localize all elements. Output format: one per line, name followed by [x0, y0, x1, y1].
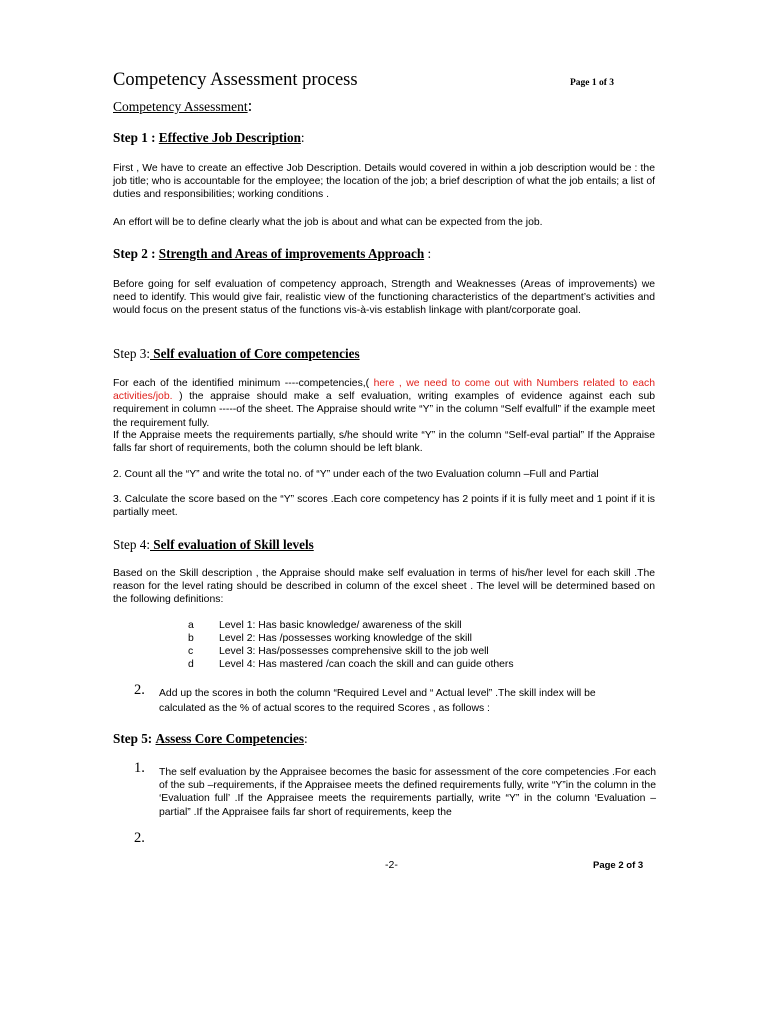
- step4-paragraph: Based on the Skill description , the Appraise should make self evaluation in terms of his/her level for each skill .The reason for the level rating should be described in column of the excel sheet . The level will be determined based on the following definitions:: [113, 568, 655, 606]
- step4-title: Self evaluation of Skill levels: [150, 537, 314, 552]
- step1-label: Step 1 :: [113, 130, 156, 145]
- step4-heading: [113, 537, 314, 553]
- step2-suffix: :: [424, 246, 432, 261]
- step5-heading: [113, 731, 308, 747]
- step3-paragraph-3: 2. Count all the “Y” and write the total no. of “Y” under each of the two Evaluation column –Full and Partial: [113, 469, 599, 480]
- step5-item1-text: The self evaluation by the Appraisee becomes the basic for assessment of the core competencies .For each of the sub –requirements, if the Appraisee meets the defined requirements fully, write “Y”in the column in the ‘Evaluation full’ .If the Appraisee meets the requirements partially, write “Y” in the column ‘Evaluation –partial” .If the Appraisee fails far short of requirements, keep the: [159, 767, 656, 818]
- step3-paragraph-4: 3. Calculate the score based on the “Y” scores .Each core competency has 2 points if it is fully meet and 1 point if it is partially meet.: [113, 494, 655, 519]
- document-title: Competency Assessment process: [113, 70, 358, 90]
- subtitle-text: Competency Assessment: [113, 99, 248, 114]
- step1-paragraph-2: An effort will be to define clearly what the job is about and what can be expected from the job.: [113, 217, 543, 228]
- step4-item2-number: 2.: [134, 682, 145, 698]
- step2-title: Strength and Areas of improvements Approach: [158, 246, 425, 261]
- step5-suffix: :: [303, 731, 308, 746]
- level-item: Level 4: Has mastered /can coach the skill and can guide others: [219, 659, 514, 670]
- step5-item2-number: 2.: [134, 830, 145, 846]
- step3-para1-highlight: here , we need to come out with Numbers related to each activities/job.: [113, 378, 656, 403]
- page-label-bottom: Page 2 of 3: [593, 860, 644, 871]
- step1-heading: [113, 130, 305, 146]
- level-letter: a: [188, 620, 194, 631]
- page-number: -2-: [385, 859, 398, 871]
- subtitle: [113, 96, 252, 116]
- step1-title: Effective Job Description: [158, 130, 301, 145]
- level-item: Level 3: Has/possesses comprehensive skill to the job well: [219, 646, 489, 657]
- step3-para1-start: For each of the identified minimum ----competencies,(: [113, 378, 374, 389]
- step1-paragraph-1: First , We have to create an effective Job Description. Details would covered in within a job description would be : the job title; who is accountable for the employee; the location of the job; a brief description of what the job entails; a list of duties and responsibilities; working conditions .: [113, 163, 655, 201]
- step3-heading: [113, 346, 360, 362]
- level-item: Level 2: Has /possesses working knowledge of the skill: [219, 633, 472, 644]
- step4-label: Step 4:: [113, 537, 150, 552]
- subtitle-colon: :: [247, 96, 253, 115]
- step3-paragraph-2: If the Appraise meets the requirements partially, s/he should write “Y” in the column “Self-eval partial” If the Appraise falls far short of requirements, both the column should be left blank.: [113, 430, 655, 455]
- level-item: Level 1: Has basic knowledge/ awareness of the skill: [219, 620, 462, 631]
- step5-title: Assess Core Competencies: [155, 731, 304, 746]
- step3-title: Self evaluation of Core competencies: [150, 346, 360, 361]
- level-letter: b: [188, 633, 194, 644]
- page-label-top: Page 1 of 3: [570, 78, 615, 88]
- step5-item1-number: 1.: [134, 760, 145, 776]
- level-letter: c: [188, 646, 194, 657]
- level-letter: d: [188, 659, 194, 670]
- step3-label: Step 3:: [113, 346, 150, 361]
- step3-paragraph-1: [113, 377, 655, 430]
- step2-label: Step 2 :: [113, 246, 156, 261]
- step5-label: Step 5:: [113, 731, 153, 746]
- step4-item2-text: Add up the scores in both the column “Required Level and “ Actual level” .The skill index will be calculated as the % of actual scores to the required Scores , as follows :: [159, 688, 596, 714]
- step2-heading: [113, 246, 431, 262]
- step1-suffix: :: [300, 130, 305, 145]
- step3-para1-end: ) the appraise should make a self evaluation, writing examples of evidence against each sub requirement in column -----of the sheet. The Appraise should write “Y” in the column “Self evalfull” if the example meet the requirement fully.: [113, 391, 655, 429]
- step2-paragraph: Before going for self evaluation of competency approach, Strength and Weaknesses (Areas of improvements) we need to identify. This would give fair, realistic view of the functioning characteristics of the department’s activities and would focus on the present status of the functions vis-à-vis establish linkage with plant/corporate goal.: [113, 279, 655, 317]
